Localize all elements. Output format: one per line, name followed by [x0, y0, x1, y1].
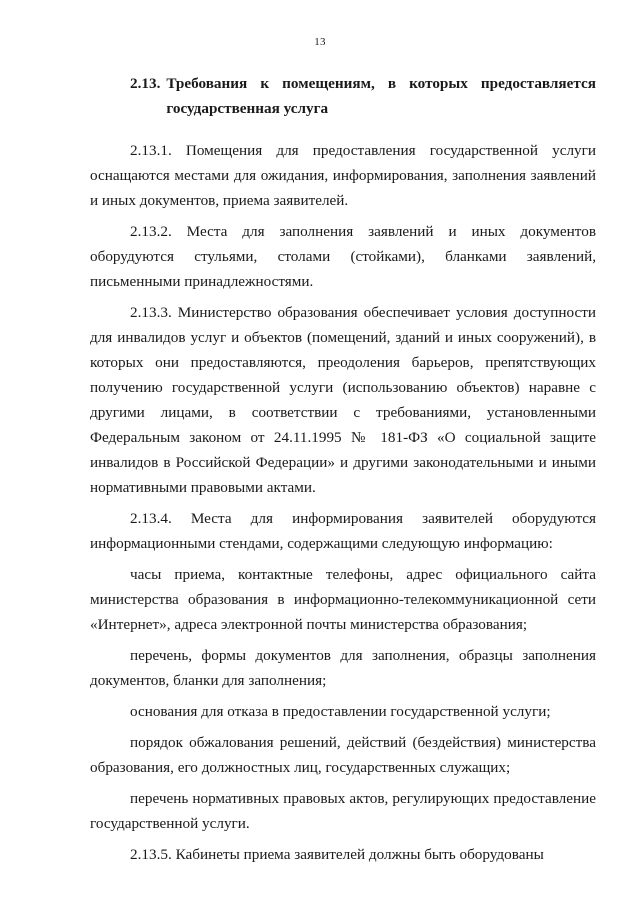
list-item-reception-hours: часы приема, контактные телефоны, адрес официального сайта министерства образования в информационно-телекоммуникационной сети «Интернет», адреса электронной почты министерства образования;	[90, 566, 596, 633]
section-heading	[90, 71, 596, 121]
section-heading-number: 2.13.	[130, 75, 161, 92]
list-item-appeal-procedure: порядок обжалования решений, действий (бездействия) министерства образования, его должностных лиц, государственных служащих;	[90, 734, 596, 776]
paragraph-2-13-2: 2.13.2. Места для заполнения заявлений и иных документов оборудуются стульями, столами (стойками), бланками заявлений, письменными принадлежностями.	[90, 223, 596, 290]
paragraph-2-13-1: 2.13.1. Помещения для предоставления государственной услуги оснащаются местами для ожидания, информирования, заполнения заявлений и иных документов, приема заявителей.	[90, 142, 596, 209]
section-heading-text: Требования к помещениям, в которых предоставляется государственная услуга	[166, 75, 596, 117]
paragraph-2-13-4: 2.13.4. Места для информирования заявителей оборудуются информационными стендами, содержащими следующую информацию:	[90, 510, 596, 552]
list-item-regulatory-acts: перечень нормативных правовых актов, регулирующих предоставление государственной услуги.	[90, 790, 596, 832]
list-item-refusal-grounds: основания для отказа в предоставлении государственной услуги;	[130, 703, 551, 720]
paragraph-2-13-3: 2.13.3. Министерство образования обеспечивает условия доступности для инвалидов услуг и объектов (помещений, зданий и иных сооружений), в которых они предоставляются, преодоления барьеров, препятствующих получению государственной услуги (использованию объектов) наравне с другими лицами, в соответствии с требованиями, установленными Федеральным законом от 24.11.1995 № 181-ФЗ «О социальной защите инвалидов в Российской Федерации» и другими законодательными и иными нормативными правовыми актами.	[90, 304, 596, 496]
list-item-document-forms: перечень, формы документов для заполнения, образцы заполнения документов, бланки для заполнения;	[90, 647, 596, 689]
document-body	[90, 71, 596, 867]
paragraph-2-13-5: 2.13.5. Кабинеты приема заявителей должны быть оборудованы	[130, 846, 544, 863]
page-number: 13	[314, 36, 326, 48]
